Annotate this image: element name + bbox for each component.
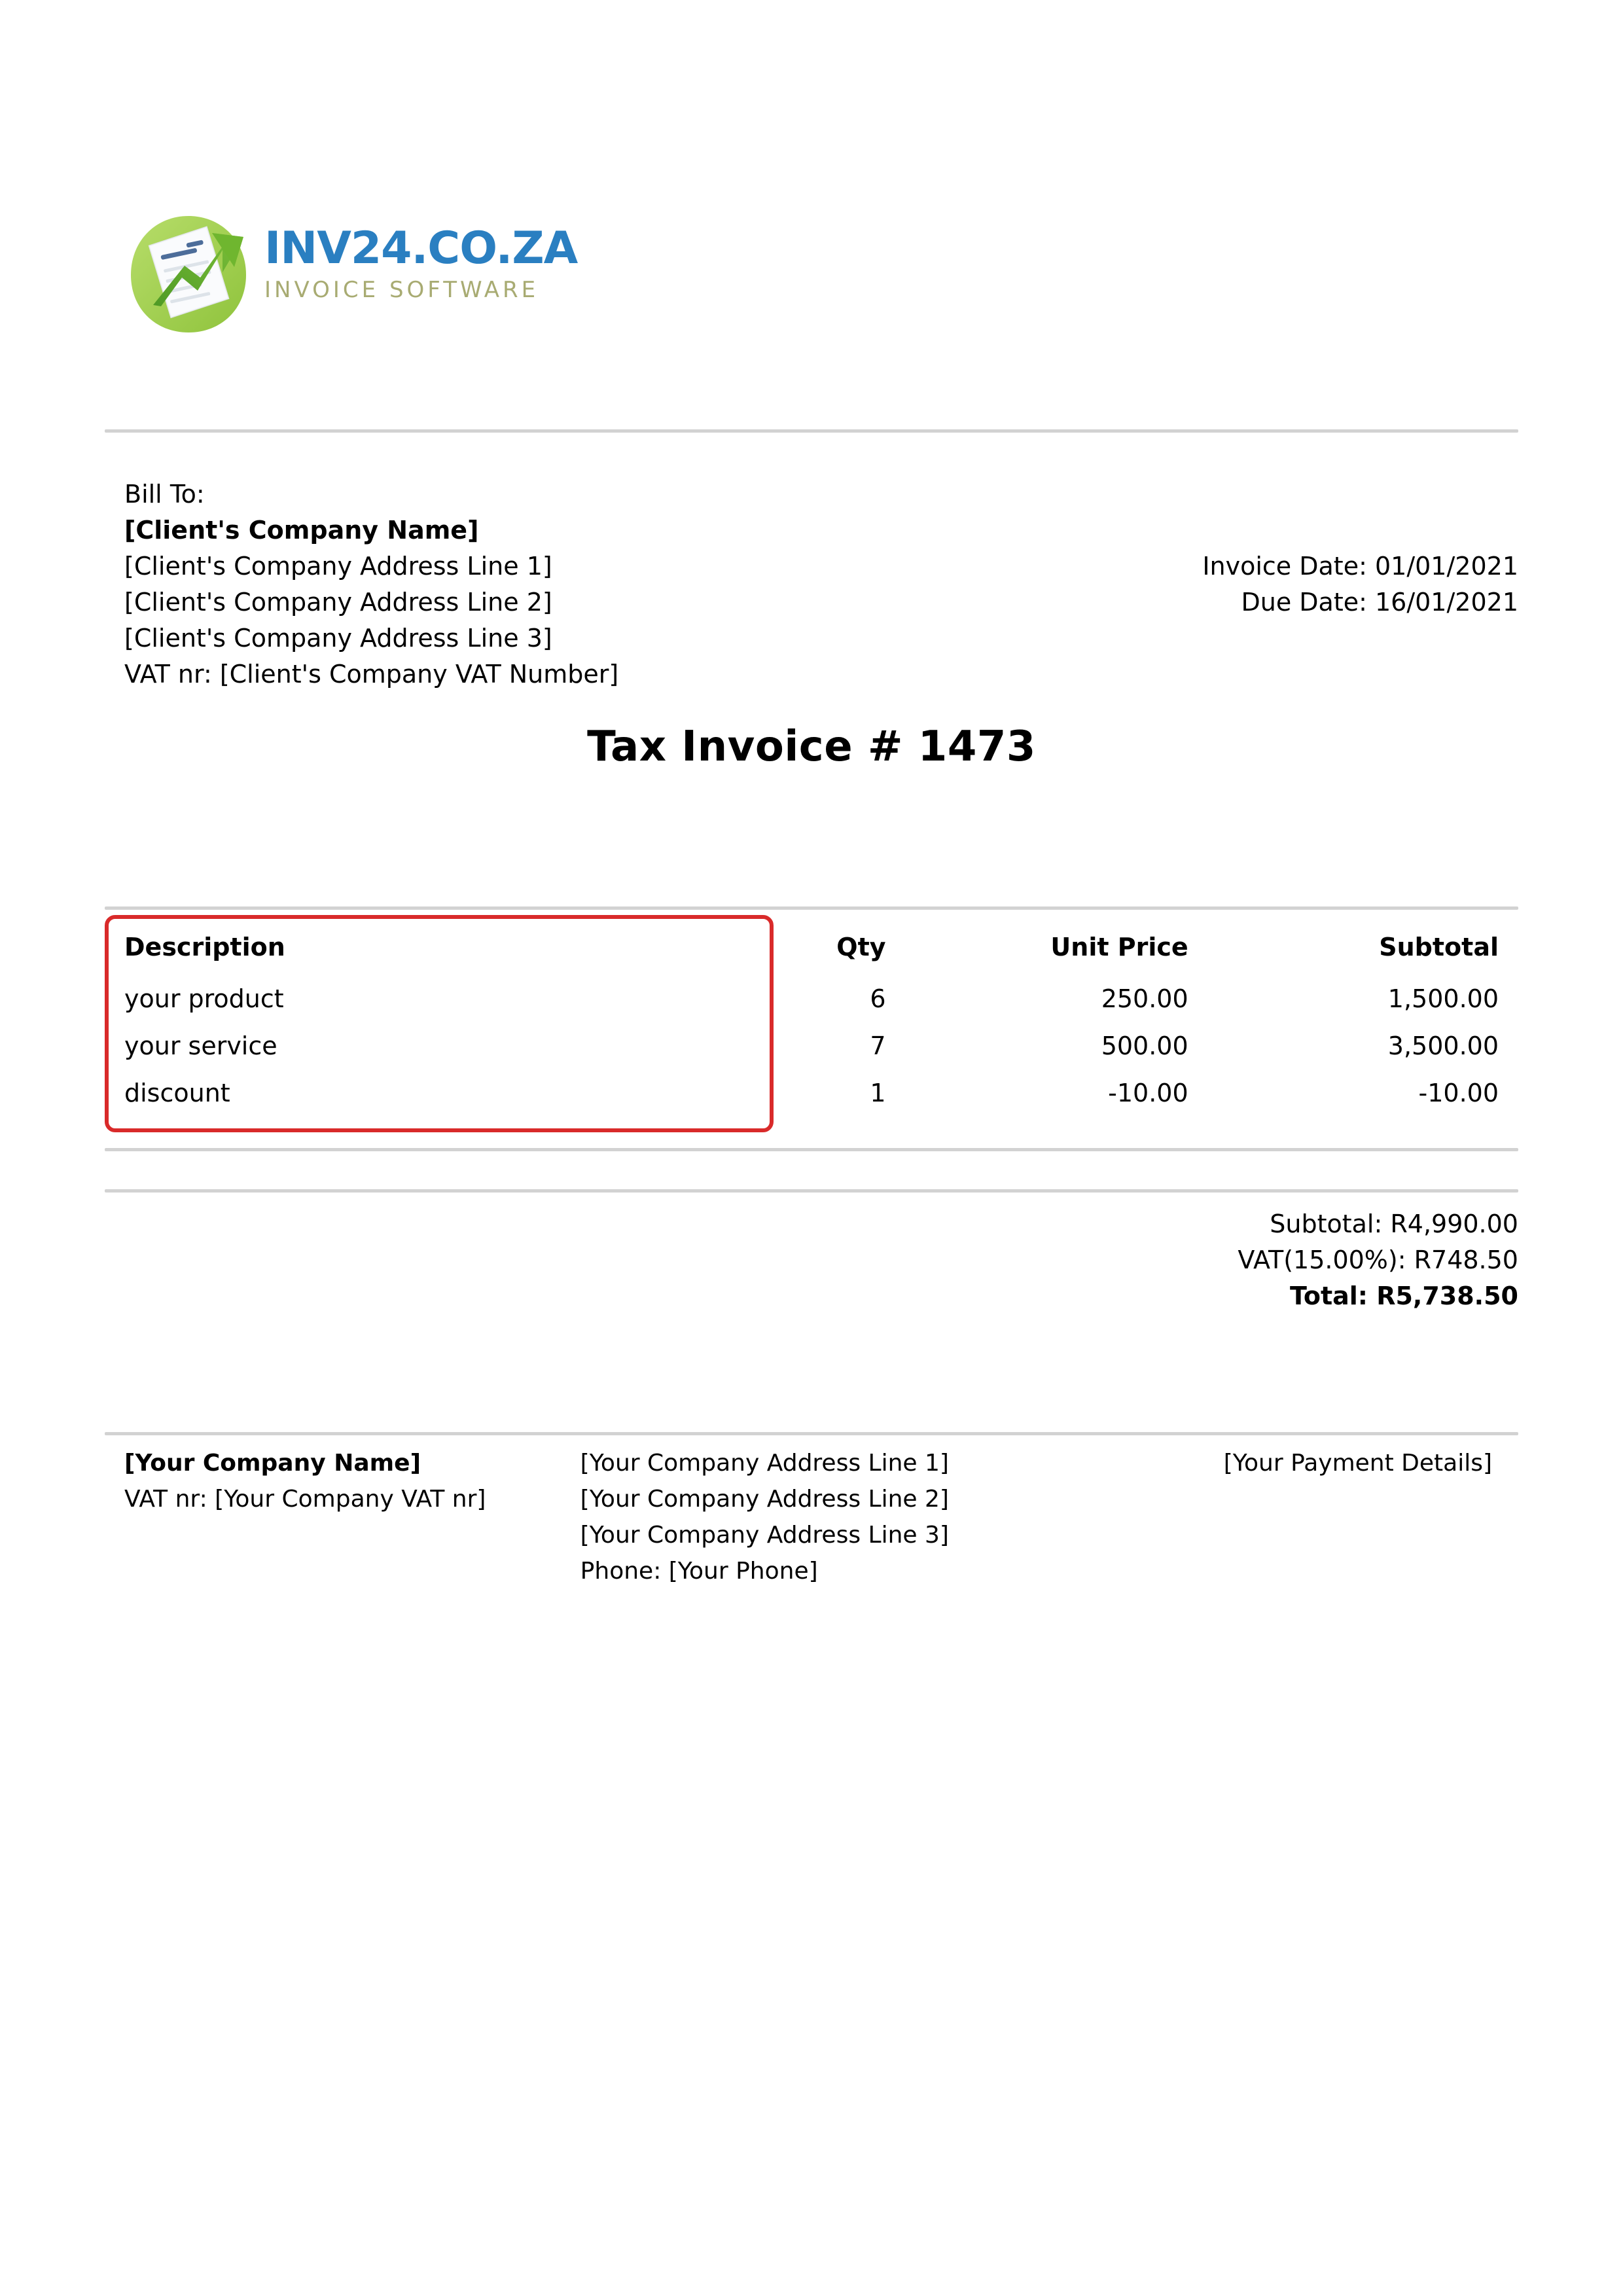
divider-table-top <box>105 906 1518 910</box>
table-row <box>124 975 1499 1022</box>
cell-unit-price: -10.00 <box>1108 1079 1188 1107</box>
cell-unit-price: 500.00 <box>1101 1031 1188 1060</box>
cell-qty: 7 <box>870 1031 886 1060</box>
table-row <box>124 1022 1499 1069</box>
totals-block <box>1238 1206 1518 1314</box>
column-header-qty: Qty <box>836 933 886 961</box>
your-address-line-2: [Your Company Address Line 2] <box>580 1486 949 1513</box>
your-address-line-3: [Your Company Address Line 3] <box>580 1522 949 1549</box>
column-header-subtotal: Subtotal <box>1379 933 1499 961</box>
footer-company-column <box>124 1445 580 1589</box>
invoice-meta-block <box>1202 548 1518 620</box>
cell-subtotal: 3,500.00 <box>1387 1031 1499 1060</box>
due-date: Due Date: 16/01/2021 <box>1241 588 1518 617</box>
cell-qty: 1 <box>870 1079 886 1107</box>
cell-unit-price: 250.00 <box>1101 984 1188 1013</box>
invoice-document-growth-arrow-icon <box>124 209 253 338</box>
cell-description: your service <box>124 1031 277 1060</box>
table-header-row <box>124 919 1499 975</box>
divider-header <box>105 429 1518 433</box>
client-address-line-3: [Client's Company Address Line 3] <box>124 624 552 653</box>
bill-to-block <box>124 476 618 692</box>
cell-qty: 6 <box>870 984 886 1013</box>
divider-footer <box>105 1432 1518 1435</box>
subtotal-amount: Subtotal: R4,990.00 <box>1270 1210 1518 1238</box>
brand-logo-text <box>264 223 578 303</box>
invoice-date: Invoice Date: 01/01/2021 <box>1202 552 1518 581</box>
client-address-line-2: [Client's Company Address Line 2] <box>124 588 552 617</box>
cell-subtotal: 1,500.00 <box>1387 984 1499 1013</box>
footer-address-column <box>580 1445 1037 1589</box>
table-row <box>124 1069 1499 1117</box>
bill-to-label: Bill To: <box>124 480 205 509</box>
footer-block <box>124 1445 1512 1589</box>
your-address-line-1: [Your Company Address Line 1] <box>580 1450 949 1477</box>
client-vat-number: VAT nr: [Client's Company VAT Number] <box>124 660 619 689</box>
line-items-table <box>124 919 1499 1117</box>
cell-description: discount <box>124 1079 230 1107</box>
cell-subtotal: -10.00 <box>1418 1079 1499 1107</box>
client-company-name: [Client's Company Name] <box>124 516 479 545</box>
your-payment-details: [Your Payment Details] <box>1223 1450 1493 1477</box>
brand-tagline: INVOICE SOFTWARE <box>264 277 539 303</box>
divider-table-bottom <box>105 1148 1518 1151</box>
your-company-name: [Your Company Name] <box>124 1450 421 1477</box>
cell-description: your product <box>124 984 284 1013</box>
client-address-line-1: [Client's Company Address Line 1] <box>124 552 552 581</box>
page-title: Tax Invoice # 1473 <box>587 723 1036 771</box>
vat-amount: VAT(15.00%): R748.50 <box>1238 1246 1518 1274</box>
footer-payment-column <box>1036 1445 1512 1589</box>
column-header-unit-price: Unit Price <box>1050 933 1188 961</box>
your-company-vat: VAT nr: [Your Company VAT nr] <box>124 1486 486 1513</box>
brand-title: INV24.CO.ZA <box>264 223 578 274</box>
brand-logo <box>124 208 577 338</box>
column-header-description: Description <box>124 933 285 961</box>
divider-totals-top <box>105 1189 1518 1193</box>
total-amount: Total: R5,738.50 <box>1289 1282 1518 1310</box>
your-phone: Phone: [Your Phone] <box>580 1558 818 1585</box>
